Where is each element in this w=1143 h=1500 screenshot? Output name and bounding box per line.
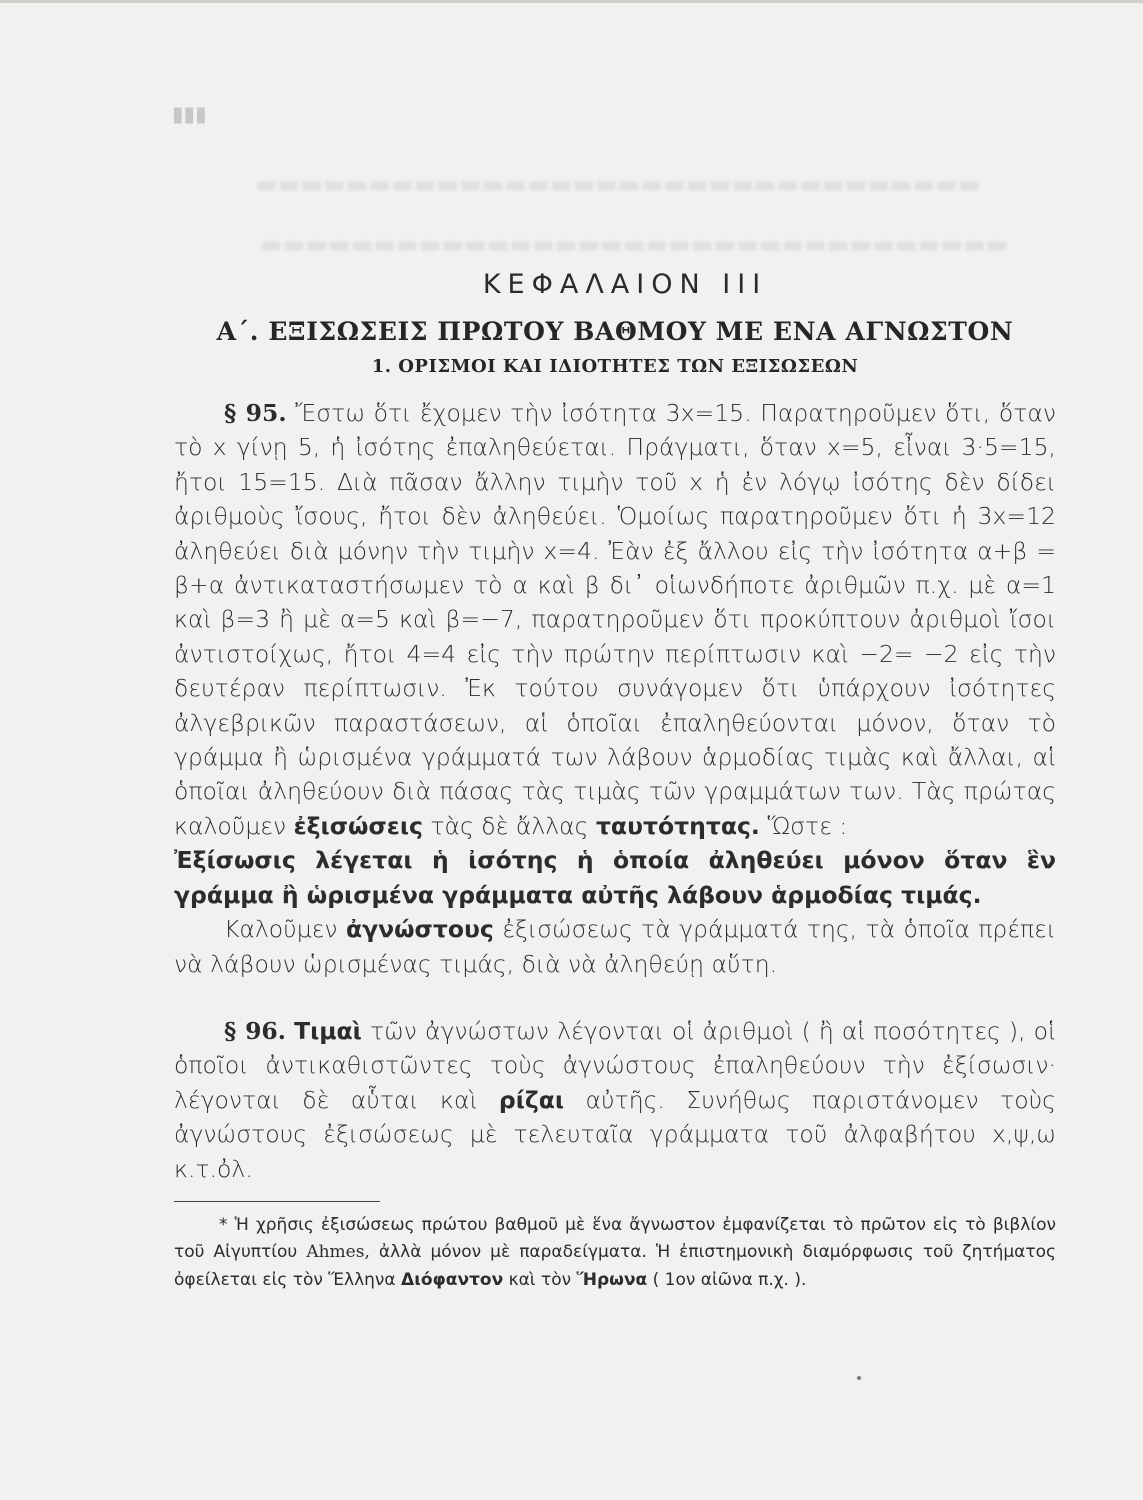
key-term-agnostous: ἀγνώστους (345, 915, 494, 944)
bleed-through-page-number: ▮▮▮ (172, 102, 207, 126)
footnote-text: * Ἡ χρῆσις ἐξισώσεως πρώτου βαθμοῦ μὲ ἕνα ἄγνωστον ἐμφανίζεται τὸ πρῶτον εἰς τὸ βιβλίον τοῦ Αἰγυπτίου (174, 1214, 1056, 1263)
footnote-text: ἀλλὰ μόνον μὲ παραδείγματα. Ἡ ἐπιστημονικὴ διαμόρφωσις τοῦ ζητήματος ὀφείλεται εἰς τὸν Ἕλληνα (174, 1242, 1056, 1290)
bleed-through-shadow: ▬▬▬▬▬▬▬▬▬▬▬▬▬▬▬▬▬▬▬▬▬▬▬▬▬▬▬▬▬▬▬▬▬ (260, 230, 1009, 258)
definition-equation: Ἐξίσωσις λέγεται ἡ ἰσότης ἡ ὁποία ἀληθεύει μόνον ὅταν ἓν γράμμα ἢ ὡρισμένα γράμματα αὐτῆς λάβουν ἁρμοδίας τιμάς. (174, 846, 1056, 909)
section-heading: Α΄. ΕΞΙΣΩΣΕΙΣ ΠΡΩΤΟΥ ΒΑΘΜΟΥ ΜΕ ΕΝΑ ΑΓΝΩΣΤΟΝ (216, 317, 1014, 346)
paragraph-95 (174, 396, 1056, 843)
paragraph-text: ἐξισώσεως τὰ γράμματά της, τὰ ὁποῖα πρέπει νὰ λάβουν ὡρισμένας τιμάς, διὰ νὰ ἀληθεύῃ αὕτη. (174, 915, 1056, 978)
bleed-through-shadow: ▬▬▬▬▬▬▬▬▬▬▬▬▬▬▬▬▬▬▬▬▬▬▬▬▬▬▬▬▬▬▬▬ (255, 170, 981, 198)
key-term-rizai: ρίζαι (498, 1085, 565, 1114)
footnote-text: ( 1ον αἰῶνα π.χ. ). (652, 1269, 807, 1290)
footnote (174, 1212, 1056, 1295)
key-term-timai: Τιμαὶ (294, 1016, 362, 1045)
paragraph-text: Καλοῦμεν (224, 915, 338, 944)
key-term-exisoseis: ἐξισώσεις (293, 811, 423, 840)
page-content (174, 262, 1056, 1294)
key-term-tautotitas: ταυτότητας. (595, 811, 760, 840)
paragraph-unknowns (174, 912, 1056, 981)
footnote-text: καὶ τὸν (508, 1269, 572, 1290)
paragraph-text: τὰς δὲ ἄλλας (430, 811, 589, 840)
footnote-name-ahmes: Ahmes, (306, 1242, 370, 1263)
paragraph-text: Ἔστω ὅτι ἔχομεν τὴν ἰσότητα 3x=15. Παρατηροῦμεν ὅτι, ὅταν τὸ x γίνῃ 5, ἡ ἰσότης ἐπαληθεύεται. Πράγματι, ὅταν x=5, εἶναι 3·5=15, ἤτοι 15=15. Διὰ πᾶσαν ἄλλην τιμὴν τοῦ x ἡ ἐν λόγῳ ἰσότης δὲν δίδει ἀριθμοὺς ἴσους, ἤτοι δὲν ἀληθεύει. Ὁμοίως παρατηροῦμεν ὅτι ἡ 3x=12 ἀληθεύει διὰ μόνην τὴν τιμὴν x=4. Ἐὰν ἐξ ἄλλου εἰς τὴν ἰσότητα α+β = β+α ἀντικαταστήσωμεν τὸ α καὶ β δι᾽ οἱωνδήποτε ἀριθμῶν π.χ. μὲ α=1 καὶ β=3 ἢ μὲ α=5 καὶ β=−7, παρατηροῦμεν ὅτι προκύπτουν ἀριθμοὶ ἴσοι ἀντιστοίχως, ἤτοι 4=4 εἰς τὴν πρώτην περίπτωσιν καὶ −2= −2 εἰς τὴν δευτέραν περίπτωσιν. Ἐκ τούτου συνάγομεν ὅτι ὑπάρχουν ἰσότητες ἀλγεβρικῶν παραστάσεων, αἱ ὁποῖαι ἐπαληθεύονται μόνον, ὅταν τὸ γράμμα ἢ ὡρισμένα γράμματά των λάβουν ἁρμοδίας τιμὰς καὶ ἄλλαι, αἱ ὁποῖαι ἀληθεύουν διὰ πάσας τὰς τιμὰς τῶν γραμμάτων των. Τὰς πρώτας καλοῦμεν (174, 399, 1056, 840)
paragraph-text: αὐτῆς. Συνήθως παριστάνομεν τοὺς ἀγνώστους ἐξισώσεως μὲ τελευταῖα γράμματα τοῦ ἀλφαβήτου x,ψ,ω κ.τ.ὀλ. (174, 1085, 1056, 1183)
paragraph-text: Ὥστε : (767, 811, 848, 840)
footnote-divider (174, 1201, 380, 1202)
footnote-name-heron: Ἥρωνα (576, 1269, 648, 1290)
section-number-95: § 95. (224, 399, 287, 427)
paragraph-text: τῶν ἀγνώστων λέγονται οἱ ἀριθμοὶ ( ἢ αἱ ποσότητες ), οἱ ὁποῖοι ἀντικαθιστῶντες τοὺς ἀγνώστους ἐπαληθεύουν τὴν ἐξίσωσιν· λέγονται δὲ αὗται καὶ (174, 1016, 1056, 1114)
chapter-heading: ΚΕΦΑΛΑΙΟΝ ΙΙΙ (482, 269, 768, 300)
page-top-edge (0, 0, 1143, 3)
footnote-name-diophantus: Διόφαντον (401, 1269, 504, 1290)
section-number-96: § 96. (224, 1016, 286, 1045)
subsection-heading: 1. ΟΡΙΣΜΟΙ ΚΑΙ ΙΔΙΟΤΗΤΕΣ ΤΩΝ ΕΞΙΣΩΣΕΩΝ (371, 356, 859, 377)
paragraph-96 (174, 1014, 1056, 1186)
scan-speck (857, 1376, 861, 1380)
